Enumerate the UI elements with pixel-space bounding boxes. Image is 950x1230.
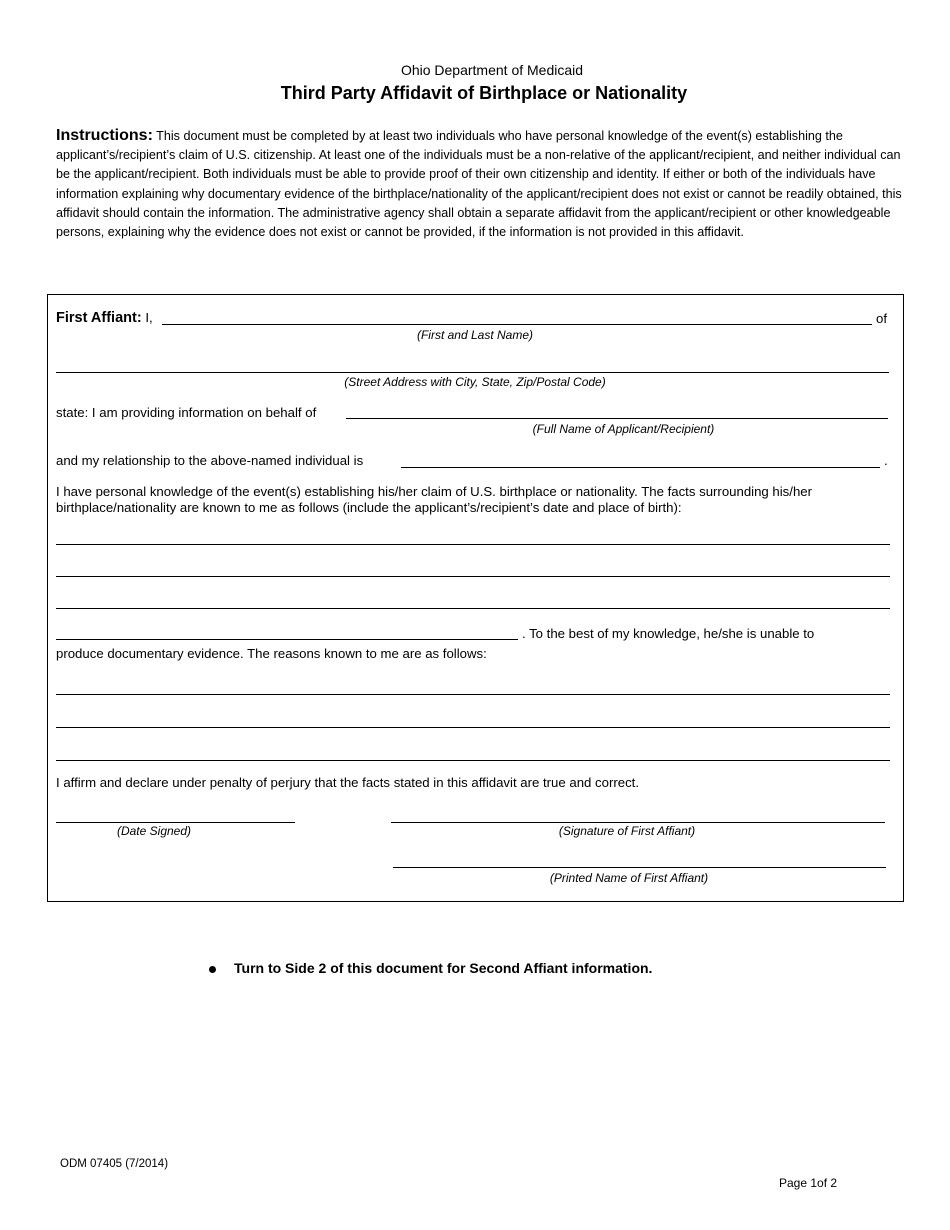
date-signed-field[interactable] [56,822,295,823]
first-affiant-row [56,310,153,326]
affirm-text: I affirm and declare under penalty of perjury that the facts stated in this affidavit are true and correct. [56,775,640,790]
reasons-text: produce documentary evidence. The reasons known to me are as follows: [56,646,487,661]
signature-caption: (Signature of First Affiant) [558,824,696,838]
reasons-line-3[interactable] [56,760,890,761]
affiant-address-field[interactable] [56,372,889,373]
relationship-field[interactable] [401,467,880,468]
i-text: I, [145,310,153,325]
affiant-name-field[interactable] [162,324,872,325]
form-number: ODM 07405 (7/2014) [60,1158,169,1170]
printed-caption: (Printed Name of First Affiant) [549,871,709,885]
page-number: Page 1of 2 [779,1176,838,1190]
unable-text: . To the best of my knowledge, he/she is unable to [522,626,815,641]
address-caption: (Street Address with City, State, Zip/Postal Code) [344,375,606,389]
facts-line-3[interactable] [56,608,890,609]
knowledge-paragraph: I have personal knowledge of the event(s) establishing his/her claim of U.S. birthplace or nationality. The facts surrounding his/her birthplace/nationality are known to me as follows (include the applicant’s/recipient’s date and place of birth): [56,484,813,515]
state-text: state: I am providing information on behalf of [56,405,317,420]
facts-line-1[interactable] [56,544,890,545]
unable-name-field[interactable] [56,639,518,640]
reasons-line-1[interactable] [56,694,890,695]
instructions-paragraph [56,126,908,242]
reasons-line-2[interactable] [56,727,890,728]
of-text: of [876,311,887,326]
facts-line-2[interactable] [56,576,890,577]
agency-name: Ohio Department of Medicaid [400,62,584,78]
document-title: Third Party Affidavit of Birthplace or Nationality [280,83,688,103]
relationship-text: and my relationship to the above-named individual is [56,453,364,468]
printed-name-field[interactable] [393,867,886,868]
applicant-name-field[interactable] [346,418,888,419]
bullet-icon [209,966,216,973]
first-affiant-label: First Affiant: [56,310,142,326]
side-two-note: Turn to Side 2 of this document for Second Affiant information. [234,960,653,976]
applicant-caption: (Full Name of Applicant/Recipient) [532,422,715,436]
instructions-label: Instructions: [56,127,153,144]
date-caption: (Date Signed) [116,824,192,838]
instructions-text: This document must be completed by at least two individuals who have personal knowledge of the event(s) establishing the applicant’s/recipient’s claim of U.S. citizenship. At least one of the individuals must be a non-relative of the applicant/recipient, and neither individual can be the applicant/recipient. Both individuals must be able to provide proof of their own citizenship and identity. If either or both of the individuals have information explaining why documentary evidence of the birthplace/nationality of the applicant/recipient does not exist or cannot be readily obtained, this affidavit should contain the information. The administrative agency shall obtain a separate affidavit from the applicant/recipient or other knowledgeable persons, explaining why the evidence does not exist or cannot be provided, if the information is not provided in this affidavit. [56,129,902,240]
relationship-period: . [884,453,888,468]
signature-field[interactable] [391,822,885,823]
name-caption: (First and Last Name) [416,328,534,342]
